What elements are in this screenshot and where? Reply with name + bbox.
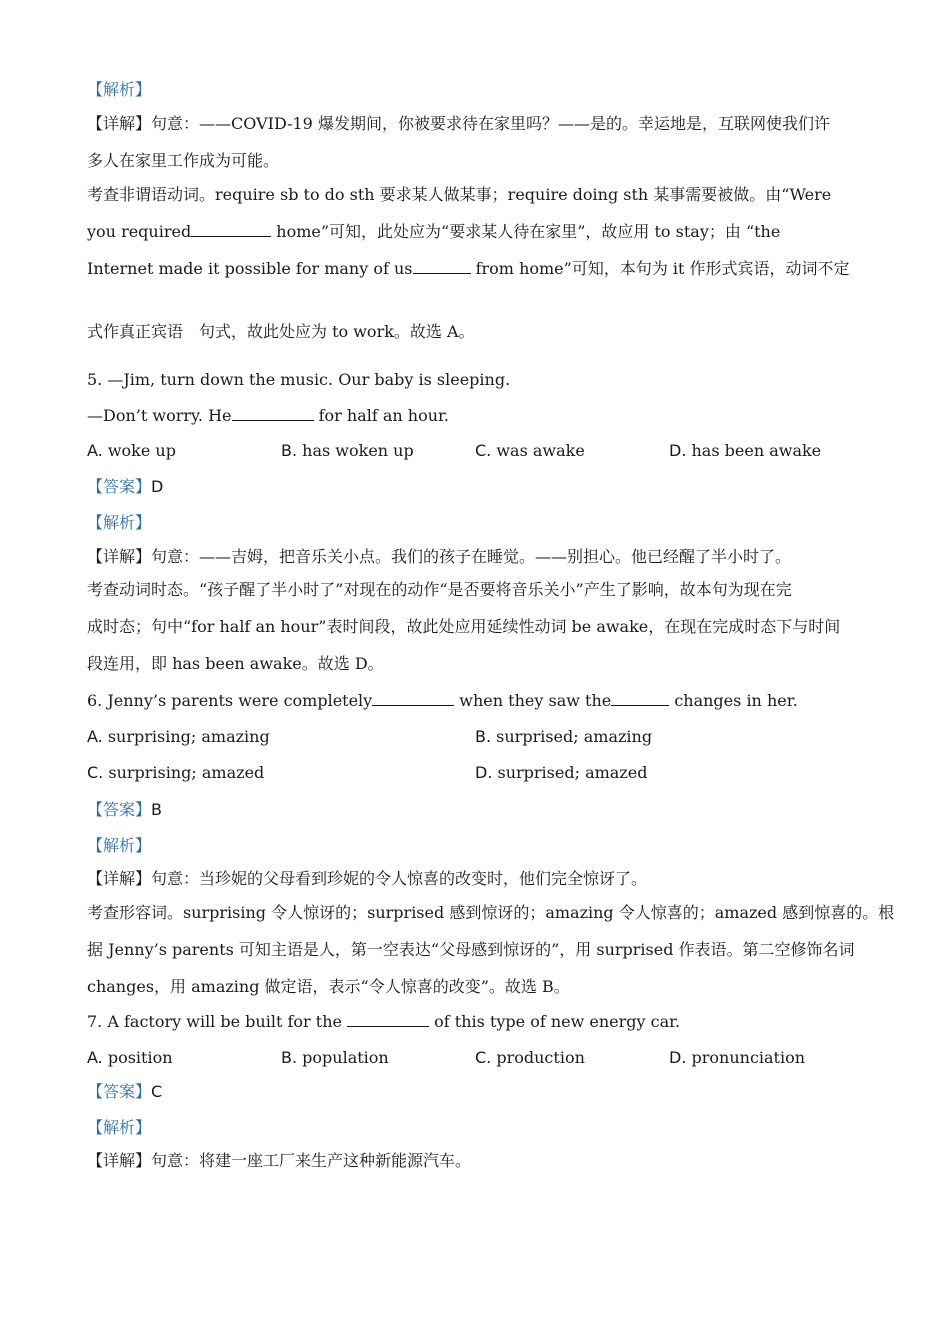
- option-letter: A.: [87, 1048, 103, 1067]
- option-a[interactable]: [87, 1047, 173, 1069]
- question-stem-part: changes in her.: [669, 691, 798, 710]
- option-letter: A.: [87, 441, 103, 460]
- option-text: surprised; amazed: [497, 763, 648, 782]
- answer-value: B: [151, 800, 162, 819]
- question-stem-part: for half an hour.: [313, 406, 449, 425]
- option-letter: C.: [87, 763, 104, 782]
- fill-in-blank: [413, 259, 471, 274]
- detail-text: 句意：——吉姆，把音乐关小点。我们的孩子在睡觉。——别担心。他已经醒了半小时了。: [151, 547, 792, 566]
- detail-text: 多人在家里工作成为可能。: [87, 151, 280, 170]
- analysis-text: 成时态；句中“for half an hour”表时间段，故此处应用延续性动词 be awake，在现在完成时态下与时间: [87, 617, 841, 636]
- option-letter: D.: [475, 763, 493, 782]
- option-c[interactable]: [475, 1047, 585, 1069]
- option-a[interactable]: [87, 726, 270, 748]
- analysis-text: 式作真正宾语 句式，故此处应为 to work。故选 A。: [87, 322, 475, 341]
- fill-in-blank: [347, 1012, 429, 1027]
- analysis-heading: 【解析】: [87, 836, 152, 855]
- analysis-text: 据 Jenny’s parents 可知主语是人，第一空表达“父母感到惊讶的”，用 surprised 作表语。第二空修饰名词: [87, 940, 855, 959]
- answer-heading: 【答案】: [87, 1082, 152, 1101]
- question-stem-part: 7. A factory will be built for the: [87, 1012, 342, 1031]
- option-text: pronunciation: [691, 1048, 806, 1067]
- question-stem-part: when they saw the: [454, 691, 612, 710]
- answer-heading: 【答案】: [87, 800, 152, 819]
- analysis-text-part: home”可知，此处应为“要求某人待在家里”，故应用 to stay；由 “the: [271, 222, 781, 241]
- analysis-heading: 【解析】: [87, 1118, 152, 1137]
- question-stem-part: 6. Jenny’s parents were completely: [87, 691, 373, 710]
- option-letter: C.: [475, 441, 492, 460]
- detail-heading: 【详解】: [87, 869, 152, 888]
- analysis-heading: 【解析】: [87, 513, 152, 532]
- analysis-text-part: you required: [87, 222, 192, 241]
- analysis-text-line: [87, 258, 867, 280]
- fill-in-blank: [191, 222, 271, 237]
- detail-paragraph-line: [87, 1150, 867, 1172]
- question-stem-line: [87, 405, 867, 427]
- option-a[interactable]: [87, 440, 176, 462]
- detail-text: 句意：将建一座工厂来生产这种新能源汽车。: [151, 1151, 472, 1170]
- option-b[interactable]: [281, 1047, 389, 1069]
- question-stem-part: of this type of new energy car.: [429, 1012, 681, 1031]
- option-letter: B.: [475, 727, 492, 746]
- option-text: woke up: [107, 441, 176, 460]
- option-text: has woken up: [302, 441, 414, 460]
- option-b[interactable]: [475, 726, 652, 748]
- option-c[interactable]: [87, 762, 264, 784]
- answer-heading: 【答案】: [87, 477, 152, 496]
- question-stem: 5. —Jim, turn down the music. Our baby is sleeping.: [87, 370, 511, 389]
- option-letter: D.: [669, 441, 687, 460]
- analysis-text: 段连用，即 has been awake。故选 D。: [87, 654, 384, 673]
- answer-line: [87, 1081, 867, 1103]
- fill-in-blank: [611, 691, 669, 706]
- fill-in-blank: [372, 691, 454, 706]
- answer-line: [87, 799, 867, 821]
- analysis-text-line: [87, 221, 867, 243]
- answer-value: C: [151, 1082, 163, 1101]
- option-text: position: [107, 1048, 173, 1067]
- option-d[interactable]: [669, 1047, 805, 1069]
- option-text: surprising; amazed: [108, 763, 265, 782]
- answer-value: D: [151, 477, 164, 496]
- analysis-text-part: Internet made it possible for many of us: [87, 259, 413, 278]
- analysis-text: 考查非谓语动词。require sb to do sth 要求某人做某事；require doing sth 某事需要被做。由“Were: [87, 185, 832, 204]
- option-letter: B.: [281, 1048, 298, 1067]
- option-text: population: [302, 1048, 389, 1067]
- detail-heading: 【详解】: [87, 547, 152, 566]
- detail-text: 句意：当珍妮的父母看到珍妮的令人惊喜的改变时，他们完全惊讶了。: [151, 869, 648, 888]
- detail-paragraph-line: [87, 546, 867, 568]
- option-letter: C.: [475, 1048, 492, 1067]
- analysis-text: 考查形容词。surprising 令人惊讶的；surprised 感到惊讶的；amazing 令人惊喜的；amazed 感到惊喜的。根: [87, 903, 895, 922]
- detail-heading: 【详解】: [87, 114, 152, 133]
- analysis-heading: 【解析】: [87, 80, 152, 99]
- detail-paragraph-line: [87, 113, 867, 135]
- question-stem-part: —Don’t worry. He: [87, 406, 232, 425]
- answer-line: [87, 476, 867, 498]
- option-c[interactable]: [475, 440, 585, 462]
- analysis-text-part: from home”可知，本句为 it 作形式宾语，动词不定: [470, 259, 850, 278]
- option-text: surprised; amazing: [496, 727, 653, 746]
- option-text: surprising; amazing: [107, 727, 270, 746]
- option-d[interactable]: [669, 440, 821, 462]
- option-letter: B.: [281, 441, 298, 460]
- option-text: has been awake: [691, 441, 822, 460]
- option-letter: D.: [669, 1048, 687, 1067]
- question-stem-line: [87, 1011, 867, 1033]
- analysis-text: changes，用 amazing 做定语，表示“令人惊喜的改变”。故选 B。: [87, 977, 570, 996]
- question-stem-line: [87, 690, 867, 712]
- detail-paragraph-line: [87, 868, 867, 890]
- detail-heading: 【详解】: [87, 1151, 152, 1170]
- option-text: production: [496, 1048, 585, 1067]
- option-d[interactable]: [475, 762, 647, 784]
- detail-text: 句意：——COVID-19 爆发期间，你被要求待在家里吗？——是的。幸运地是，互联网使我们许: [151, 114, 830, 133]
- option-b[interactable]: [281, 440, 414, 462]
- fill-in-blank: [232, 406, 314, 421]
- option-letter: A.: [87, 727, 103, 746]
- analysis-text: 考查动词时态。“孩子醒了半小时了”对现在的动作“是否要将音乐关小”产生了影响，故本句为现在完: [87, 580, 792, 599]
- option-text: was awake: [496, 441, 585, 460]
